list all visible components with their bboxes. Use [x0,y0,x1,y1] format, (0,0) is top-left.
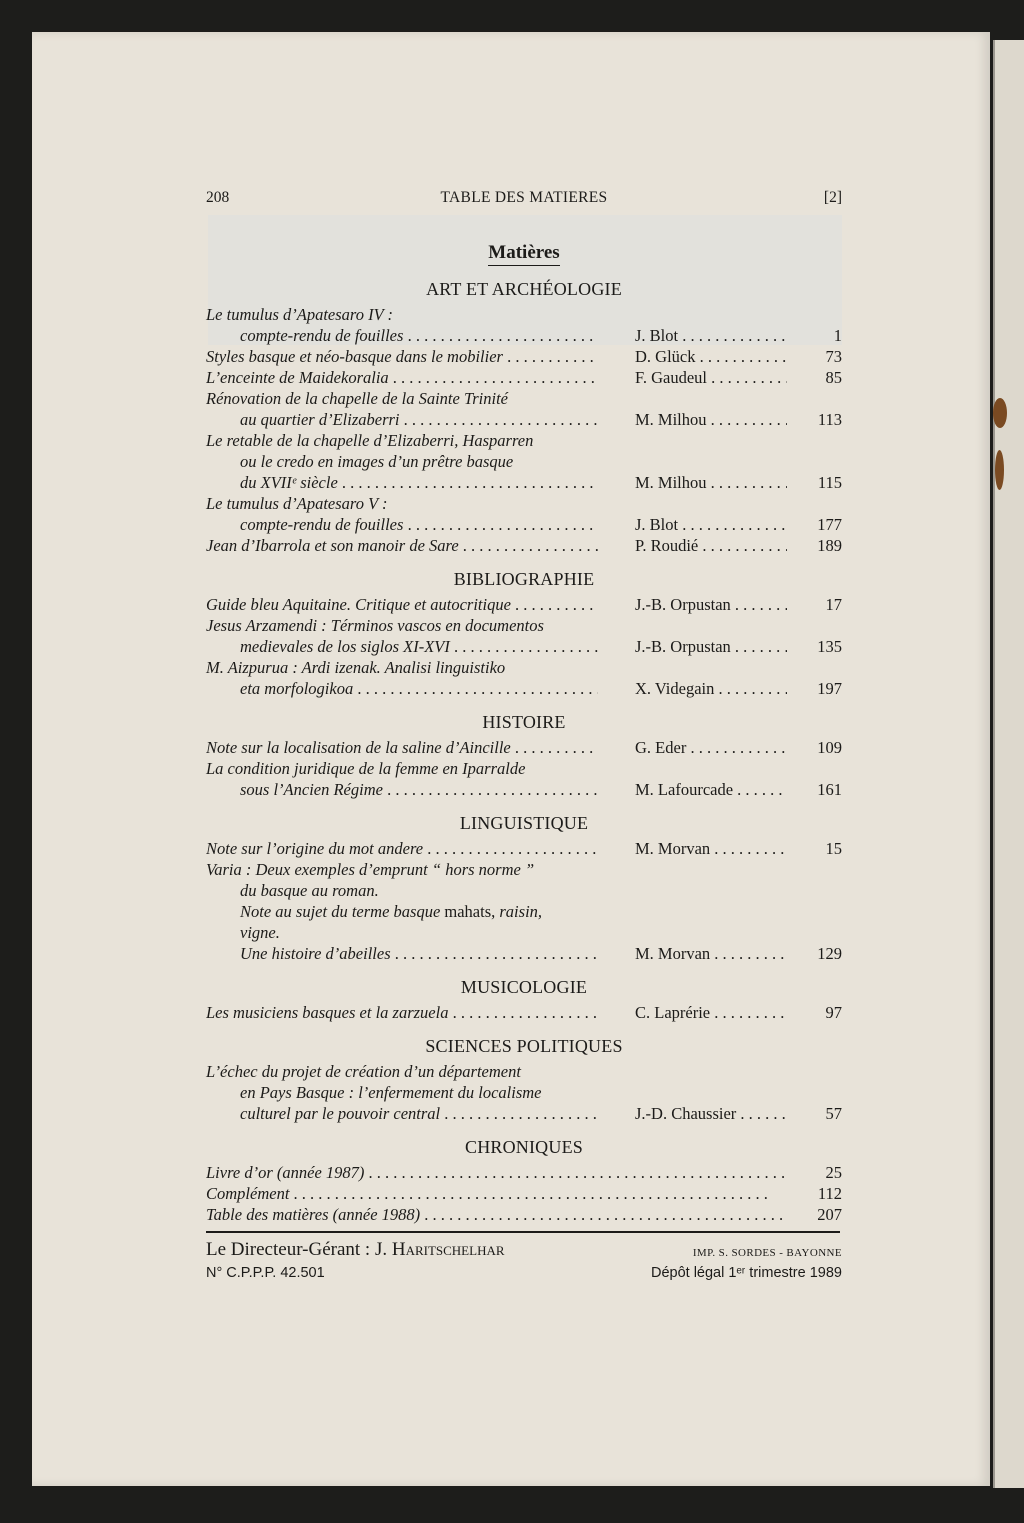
entry-page-number: 85 [825,368,842,387]
entry-title-text: Rénovation de la chapelle de la Sainte Trinité [206,389,508,408]
toc-entry [206,1002,842,1023]
toc-entry [206,388,842,430]
colophon [206,1239,842,1289]
entry-title-text: compte-rendu de fouilles . . . [240,515,598,534]
entry-author: G. Eder . . . [635,737,787,758]
entry-title-text: Note sur la localisation de la saline d’Aincille . . . [206,738,598,757]
section-heading: BIBLIOGRAPHIE [453,569,595,589]
adjacent-page-edge [993,40,1024,1488]
entry-title-term: mahats, [440,902,496,921]
entry-title-line [206,304,842,325]
toc-entry [206,758,842,800]
entry-title-line [206,615,842,636]
entry-title-text: Jean d’Ibarrola et son manoir de Sare . . . [206,536,598,555]
entry-title-last [206,737,598,758]
running-header [206,185,842,213]
entry-title-text: sous l’Ancien Régime . . . [240,780,598,799]
toc-entry [206,594,842,615]
entry-author: M. Milhou . . . [635,409,787,430]
entry-last-line [206,1204,842,1225]
entry-title-last [240,636,598,657]
entry-page-number: 97 [825,1003,842,1022]
chronique-entry [206,1162,842,1183]
entry-title-text: au quartier d’Elizaberri . . . [240,410,598,429]
entry-title-last [240,779,598,800]
section-heading: CHRONIQUES [464,1137,583,1157]
entry-author: J.-B. Orpustan . . . [635,594,787,615]
entry-title-line [206,451,842,472]
entry-author: C. Laprérie . . . [635,1002,787,1023]
entry-title-line [206,657,842,678]
entry-title-text: L’enceinte de Maidekoralia . . . [206,368,598,387]
entry-page-number: 207 [817,1205,842,1224]
toc-entry [206,615,842,657]
entry-page-number: 115 [817,473,842,492]
entry-title-last [240,325,598,346]
entry-title-line [206,1082,842,1103]
entry-page-number: 189 [817,536,842,555]
entry-title-text: Le retable de la chapelle d’Elizaberri, Hasparren [206,431,534,450]
legal-deposit: Dépôt légal 1ᵉʳ trimestre 1989 [650,1264,842,1281]
entry-title-text: en Pays Basque : l’enfermement du localisme [240,1083,542,1102]
entry-title-term: andere . . . [374,839,598,858]
entry-title-last [206,594,598,615]
entry-page-number: 15 [825,839,842,858]
entry-title-text: Une histoire d’abeilles . . . [240,944,598,963]
entry-last-line [206,346,842,367]
printer-line: IMP. S. SORDES - BAYONNE [692,1246,842,1259]
entry-title-last [206,838,598,859]
entry-page-number: 129 [817,944,842,963]
entry-author: P. Roudié . . . [635,535,787,556]
entry-page-number: 135 [817,637,842,656]
entry-author: F. Gaudeul . . . [635,367,787,388]
page-title: Matières [488,242,559,266]
entry-title-text: Note sur l’origine du mot [206,839,374,858]
entry-title-text: Complément . . . [206,1184,768,1203]
entry-title-line [206,859,842,880]
entry-title-text: La condition juridique de la femme en Iparralde [206,759,526,778]
entry-page-number: 57 [825,1104,842,1123]
footer-rule [206,1231,840,1233]
entry-title-text: Jesus Arzamendi : Términos vascos en documentos [206,616,544,635]
entry-author: J. Blot . . . [635,325,787,346]
table-of-contents [206,279,842,1124]
entry-title-line [206,430,842,451]
entry-title-text: Styles basque et néo-basque dans le mobilier . . . [206,347,598,366]
toc-entry [206,657,842,699]
entry-title-line [206,901,842,922]
entry-title-text: compte-rendu de fouilles . . . [240,326,598,345]
entry-last-line [206,636,842,657]
entry-title-text: eta morfologikoa . . . [240,679,598,698]
entry-title-text: Le tumulus d’Apatesaro IV : [206,305,393,324]
entry-page-number: 177 [817,515,842,534]
entry-title-last [240,943,598,964]
entry-page-number: 112 [817,1184,842,1203]
entry-author: M. Lafourcade . . . [635,779,787,800]
entry-page-number: 17 [825,595,842,614]
entry-last-line [206,943,842,964]
section-heading: MUSICOLOGIE [460,977,588,997]
running-title: TABLE DES MATIERES [440,189,608,206]
entry-author: M. Morvan . . . [635,838,787,859]
entry-title-text: du XVIIᵉ siècle . . . [240,473,598,492]
entry-last-line [206,325,842,346]
entry-author: J. Blot . . . [635,514,787,535]
section-heading: SCIENCES POLITIQUES [425,1036,623,1056]
entry-title-line [206,1061,842,1082]
entry-last-line [206,594,842,615]
entry-title-last [206,1183,786,1204]
page-content [206,185,842,1289]
entry-title-last [240,514,598,535]
entry-last-line [206,1183,842,1204]
cppp-number: N° C.P.P.P. 42.501 [206,1264,325,1281]
toc-entry [206,493,842,535]
entry-title-last [240,409,598,430]
section-heading: ART ET ARCHÉOLOGIE [426,279,622,299]
entry-title-line [206,758,842,779]
toc-entry [206,367,842,388]
toc-entry [206,737,842,758]
entry-title-last [206,346,598,367]
entry-title-text: du basque au roman. [240,881,379,900]
entry-last-line [206,1103,842,1124]
entry-title-line [206,493,842,514]
entry-author: D. Glück . . . [635,346,787,367]
entry-title-last [206,1204,786,1225]
entry-title-line [206,388,842,409]
entry-title-last [240,1103,598,1124]
entry-author: M. Morvan . . . [635,943,787,964]
entry-last-line [206,678,842,699]
toc-entry [206,346,842,367]
entry-title-text: M. Aizpurua : Ardi izenak. Analisi linguistiko [206,658,506,677]
entry-title-text: Table des matières (année 1988) . . . [206,1205,786,1224]
entry-page-number: 197 [817,679,842,698]
entry-last-line [206,737,842,758]
chronique-entry [206,1183,842,1204]
toc-entry [206,304,842,346]
entry-title-last [206,367,598,388]
entry-author: X. Videgain . . . [635,678,787,699]
entry-title-text: Guide bleu Aquitaine. Critique et autocritique . . . [206,595,598,614]
entry-author: J.-B. Orpustan . . . [635,636,787,657]
entry-page-number: 161 [817,780,842,799]
entry-title-last [206,535,598,556]
entry-last-line [206,535,842,556]
toc-entry [206,1061,842,1124]
entry-page-number: 25 [825,1163,842,1182]
director-line [206,1239,505,1261]
entry-last-line [206,1162,842,1183]
section-heading: LINGUISTIQUE [459,813,589,833]
entry-title-text: Le tumulus d’Apatesaro V : [206,494,388,513]
entry-title-line [206,922,842,943]
entry-title-text: culturel par le pouvoir central . . . [240,1104,598,1123]
entry-last-line [206,514,842,535]
entry-author: J.-D. Chaussier . . . [635,1103,787,1124]
entry-last-line [206,1002,842,1023]
page-number: 208 [206,189,230,206]
entry-title-text: vigne. [240,923,280,942]
entry-title-text: raisin, [495,902,543,921]
entry-last-line [206,838,842,859]
entry-title-text: Les musiciens basques et la zarzuela . . . [206,1003,598,1022]
toc-entry [206,430,842,493]
chroniques-section [206,1137,842,1225]
entry-page-number: 73 [825,347,842,366]
entry-title-text: L’échec du projet de création d’un département [206,1062,521,1081]
toc-entry [206,859,842,964]
entry-last-line [206,779,842,800]
entry-last-line [206,472,842,493]
entry-last-line [206,409,842,430]
entry-author: M. Milhou . . . [635,472,787,493]
entry-title-text: Note au sujet du terme basque [240,902,441,921]
entry-page-number: 1 [833,326,842,345]
entry-title-last [240,678,598,699]
chronique-entry [206,1204,842,1225]
director-name: Haritschelhar [391,1238,505,1260]
title-wrap [206,242,842,266]
entry-title-last [206,1162,786,1183]
director-label: Le Directeur-Gérant : J. [206,1238,392,1260]
entry-title-last [206,1002,598,1023]
section-heading: HISTOIRE [482,712,566,732]
entry-page-number: 109 [817,738,842,757]
toc-entry [206,838,842,859]
entry-title-text: ou le credo en images d’un prêtre basque [240,452,514,471]
section-bracket: [2] [823,189,842,206]
entry-title-last [240,472,598,493]
toc-entry [206,535,842,556]
entry-page-number: 113 [817,410,842,429]
entry-title-line [206,880,842,901]
entry-title-text: Varia : Deux exemples d’emprunt “ hors norme ” [206,860,535,879]
entry-title-text: medievales de los siglos XI-XVI . . . [240,637,598,656]
entry-last-line [206,367,842,388]
entry-title-text: Livre d’or (année 1987) . . . [206,1163,786,1182]
